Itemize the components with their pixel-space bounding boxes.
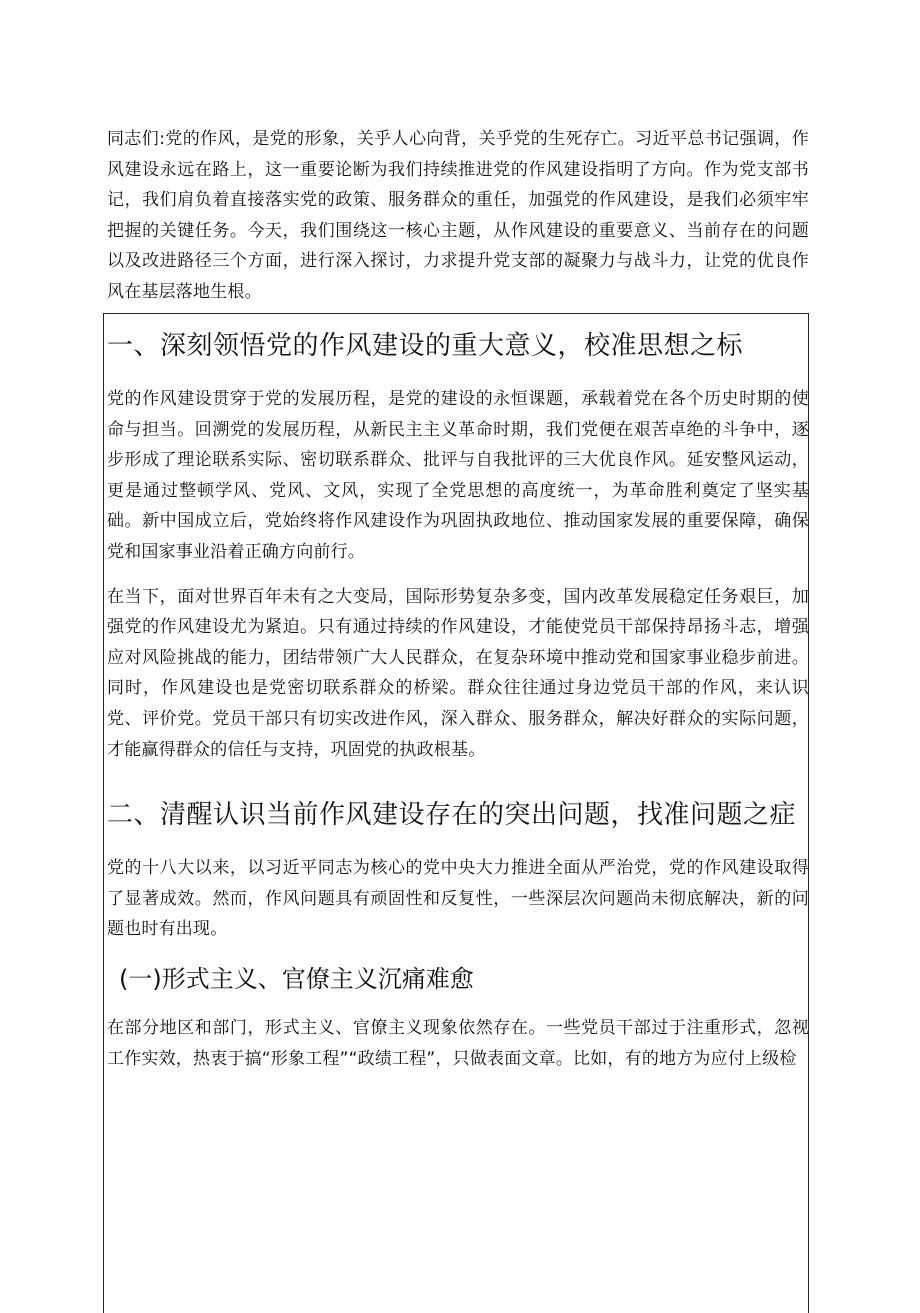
- section-1-paragraph-1: 党的作风建设贯穿于党的发展历程，是党的建设的永恒课题，承载着党在各个历史时期的使命与担当。回溯党的发展历程，从新民主主义革命时期，我们党便在艰苦卓绝的斗争中，逐步形成了理论联系实际、密切联系群众、批评与自我批评的三大优良作风。延安整风运动，更是通过整顿学风、党风、文风，实现了全党思想的高度统一，为革命胜利奠定了坚实基础。新中国成立后，党始终将作风建设作为巩固执政地位、推动国家发展的重要保障，确保党和国家事业沿着正确方向前行。: [107, 389, 809, 562]
- subsection-1-heading: (一)形式主义、官僚主义沉痛难愈: [119, 964, 474, 993]
- subsection-1-paragraph: 在部分地区和部门，形式主义、官僚主义现象依然存在。一些党员干部过于注重形式，忽视工作实效，热衷于搞“形象工程”“政绩工程”，只做表面文章。比如，有的地方为应付上级检: [107, 1017, 809, 1069]
- intro-paragraph: 同志们:党的作风，是党的形象，关乎人心向背，关乎党的生死存亡。习近平总书记强调，作风建设永远在路上，这一重要论断为我们持续推进党的作风建设指明了方向。作为党支部书记，我们肩负着直接落实党的政策、服务群众的重任，加强党的作风建设，是我们必须牢牢把握的关键任务。今天，我们围绕这一核心主题，从作风建设的重要意义、当前存在的问题以及改进路径三个方面，进行深入探讨，力求提升党支部的凝聚力与战斗力，让党的优良作风在基层落地生根。: [107, 129, 809, 302]
- document-body: [107, 320, 809, 1074]
- section-2-heading: 二、清醒认识当前作风建设存在的突出问题，找准问题之症: [107, 800, 797, 831]
- section-1-paragraph-2: 在当下，面对世界百年未有之大变局，国际形势复杂多变，国内改革发展稳定任务艰巨，加强党的作风建设尤为紧迫。只有通过持续的作风建设，才能使党员干部保持昂扬斗志，增强应对风险挑战的能力，团结带领广大人民群众，在复杂环境中推动党和国家事业稳步前进。同时，作风建设也是党密切联系群众的桥梁。群众往往通过身边党员干部的作风，来认识党、评价党。党员干部只有切实改进作风，深入群众、服务群众，解决好群众的实际问题，才能赢得群众的信任与支持，巩固党的执政根基。: [107, 586, 809, 760]
- section-2-paragraph-1: 党的十八大以来，以习近平同志为核心的党中央大力推进全面从严治党，党的作风建设取得了显著成效。然而，作风问题具有顽固性和反复性，一些深层次问题尚未彻底解决，新的问题也时有出现。: [107, 858, 809, 940]
- section-1-heading: 一、深刻领悟党的作风建设的重大意义，校准思想之标: [107, 331, 744, 361]
